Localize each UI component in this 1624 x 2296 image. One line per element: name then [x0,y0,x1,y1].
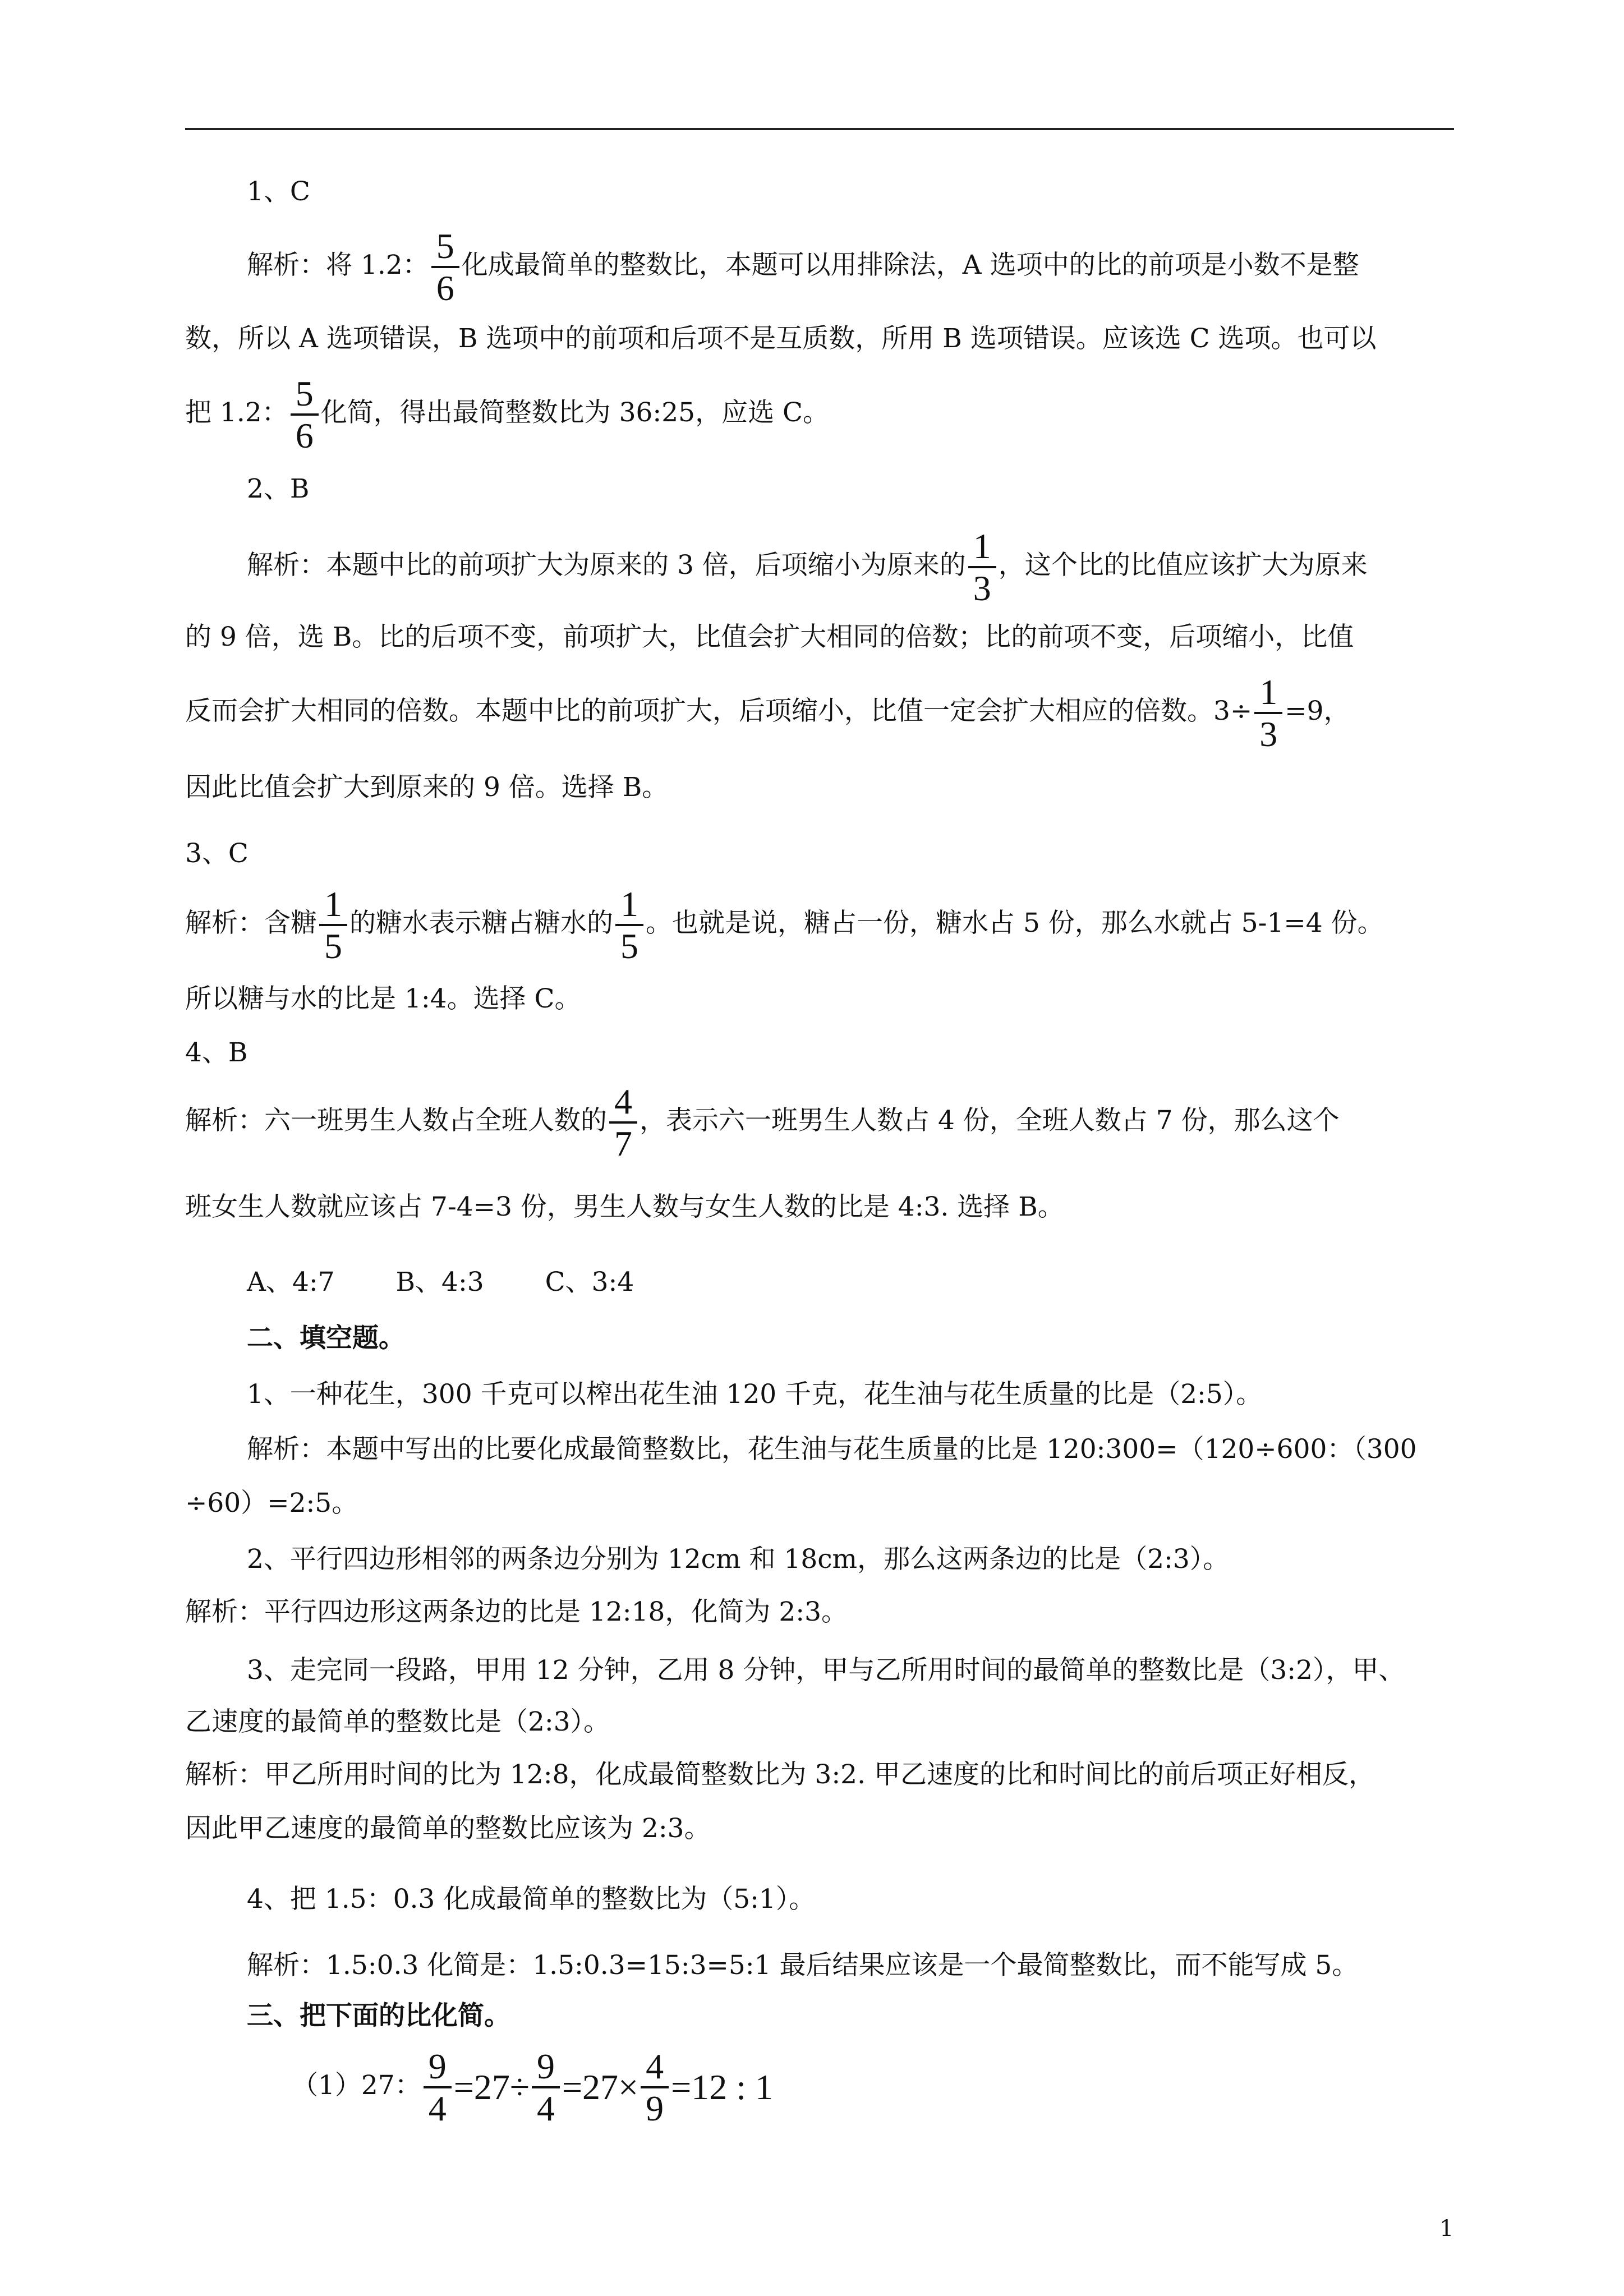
explanation-3-line-2: 所以糖与水的比是 1:4。选择 C。 [185,983,581,1014]
explanation-1-line-1: 解析：将 1.2： $\frac{5}{6}$ 化成最简单的整数比，本题可以用排除法，A 选项中的比的前项是小数不是整 [247,226,1359,309]
answer-4: 4、B [185,1037,248,1068]
fill-explanation-1-line-2: ÷60）=2:5。 [185,1488,358,1519]
explanation-2-line-3: 反而会扩大相同的倍数。本题中比的前项扩大，后项缩小，比值一定会扩大相应的倍数。3÷ $\frac{1}{3}$ =9， [185,672,1350,754]
fraction-9-4: $\frac{9}{4}$ [534,2047,558,2127]
fraction-5-6: $\frac{5}{6}$ [434,227,457,307]
explanation-2-line-1: 解析：本题中比的前项扩大为原来的 3 倍，后项缩小为原来的 $\frac{1}{3}$ ，这个比的比值应该扩大为原来 [247,526,1368,609]
answer-1: 1、C [247,176,310,207]
explanation-1-line-2: 数，所以 A 选项错误，B 选项中的前项和后项不是互质数，所用 B 选项错误。应该选 C 选项。也可以 [185,323,1377,354]
header-rule [185,128,1454,130]
explanation-1-line-3: 把 1.2： $\frac{5}{6}$ 化简，得出最简整数比为 36:25，应选 C。 [185,374,829,456]
fraction-9-4: $\frac{9}{4}$ [426,2047,449,2127]
fraction-5-6: $\frac{5}{6}$ [293,375,316,454]
fill-question-4: 4、把 1.5：0.3 化成最简单的整数比为（5:1）。 [247,1884,816,1915]
fill-explanation-1-line-1: 解析：本题中写出的比要化成最简整数比，花生油与花生质量的比是 120:300=（120÷600：（300 [247,1434,1417,1465]
fraction-1-3: $\frac{1}{3}$ [970,527,994,607]
page-number: 1 [1439,2216,1454,2242]
explanation-4-line-1: 解析：六一班男生人数占全班人数的 $\frac{4}{7}$ ，表示六一班男生人数占 4 份，全班人数占 7 份，那么这个 [185,1082,1340,1164]
explanation-2-line-2: 的 9 倍，选 B。比的后项不变，前项扩大，比值会扩大相同的倍数；比的前项不变，后项缩小，比值 [185,622,1354,652]
section-heading-2: 二、填空题。 [247,1323,405,1354]
fill-explanation-4: 解析：1.5:0.3 化简是：1.5:0.3=15:3=5:1 最后结果应该是一个最简整数比，而不能写成 5。 [247,1950,1359,1981]
simplify-problem-1: （1）27： $\frac{9}{4}$ =27÷ $\frac{9}{4}$ =27× $\frac{4}{9}$ =12 : 1 [292,2046,773,2129]
explanation-4-line-2: 班女生人数就应该占 7-4=3 份，男生人数与女生人数的比是 4:3. 选择 B。 [185,1191,1064,1222]
fill-question-3-line-1: 3、走完同一段路，甲用 12 分钟，乙用 8 分钟，甲与乙所用时间的最简单的整数比是（3:2），甲、 [247,1655,1405,1686]
fraction-1-5: $\frac{1}{5}$ [618,885,641,965]
fill-explanation-3-line-1: 解析：甲乙所用时间的比为 12:8，化成最简整数比为 3:2. 甲乙速度的比和时间比的前后项正好相反， [185,1759,1375,1790]
fill-question-3-line-2: 乙速度的最简单的整数比是（2:3）。 [185,1706,610,1737]
explanation-2-line-4: 因此比值会扩大到原来的 9 倍。选择 B。 [185,772,669,803]
explanation-3-line-1: 解析：含糖 $\frac{1}{5}$ 的糖水表示糖占糖水的 $\frac{1}{5}$ 。也就是说，糖占一份，糖水占 5 份，那么水就占 5-1=4 份。 [185,884,1384,967]
answer-options: A、4:7 B、4:3 C、3:4 [247,1267,634,1297]
fill-question-2: 2、平行四边形相邻的两条边分别为 12cm 和 18cm，那么这两条边的比是（2:3）。 [247,1544,1230,1575]
fraction-1-5: $\frac{1}{5}$ [321,885,345,965]
section-heading-3: 三、把下面的比化简。 [247,2000,510,2031]
fill-explanation-3-line-2: 因此甲乙速度的最简单的整数比应该为 2:3。 [185,1813,711,1844]
fraction-4-9: $\frac{4}{9}$ [643,2047,666,2127]
fraction-1-3: $\frac{1}{3}$ [1257,673,1280,753]
fill-question-1: 1、一种花生，300 千克可以榨出花生油 120 千克，花生油与花生质量的比是（2:5）。 [247,1379,1263,1410]
fill-explanation-2: 解析：平行四边形这两条边的比是 12:18，化简为 2:3。 [185,1596,848,1627]
fraction-4-7: $\frac{4}{7}$ [611,1083,635,1162]
answer-2: 2、B [247,473,310,504]
answer-3: 3、C [185,838,249,869]
